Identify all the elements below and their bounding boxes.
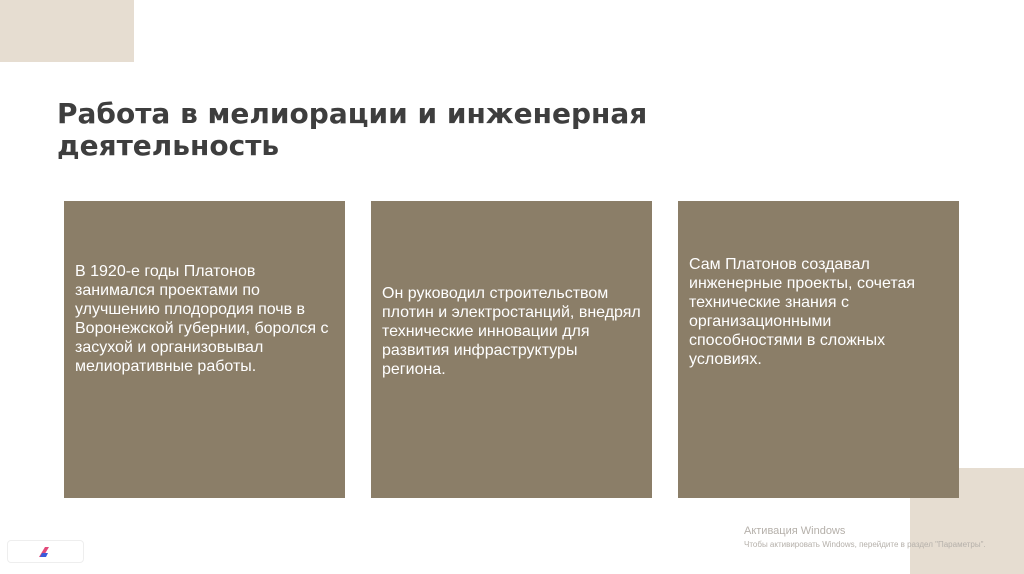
decor-corner-top-left [0, 0, 134, 62]
activation-subtitle: Чтобы активировать Windows, перейдите в раздел "Параметры". [744, 540, 986, 549]
info-card-3 [678, 201, 959, 498]
slide-title: Работа в мелиорации и инженерная деятельность [57, 97, 648, 162]
info-card-2-text: Он руководил строительством плотин и электростанций, внедрял технические инновации для развития инфраструктуры региона. [382, 285, 641, 378]
info-card-3-text: Сам Платонов создавал инженерные проекты, сочетая технические знания с организационными способностями в сложных условиях. [689, 256, 916, 368]
info-card-1 [64, 201, 345, 498]
windows-activation-watermark [744, 524, 986, 550]
info-card-2 [371, 201, 652, 498]
corner-widget-icon[interactable] [36, 544, 52, 560]
corner-widget[interactable] [7, 540, 84, 563]
info-card-1-text: В 1920-е годы Платонов занимался проектами по улучшению плодородия почв в Воронежской губернии, боролся с засухой и организовывал мелиоративные работы. [75, 262, 329, 375]
activation-title: Активация Windows [744, 525, 846, 537]
